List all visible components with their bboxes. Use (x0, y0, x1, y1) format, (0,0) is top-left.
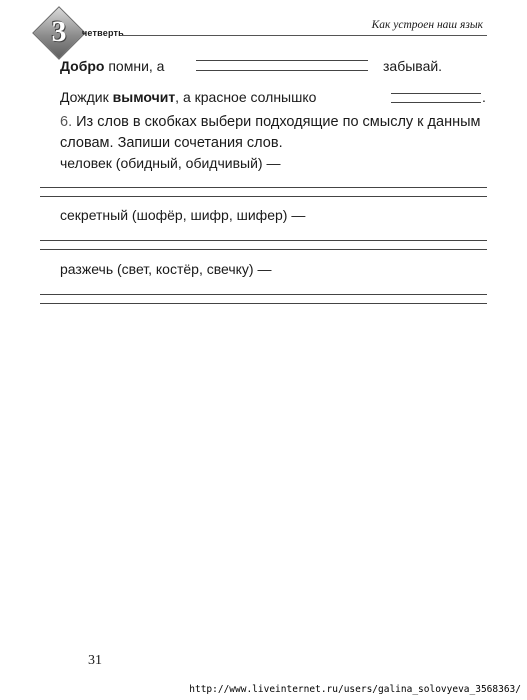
answer-line[interactable] (40, 240, 487, 241)
answer-line[interactable] (40, 294, 487, 295)
header-divider (120, 35, 487, 36)
topic-title: Как устроен наш язык (371, 19, 483, 31)
exercise-item-2: секретный (шофёр, шифр, шифер) — (60, 207, 306, 223)
answer-line[interactable] (196, 60, 368, 61)
answer-line[interactable] (196, 70, 368, 71)
quarter-label: четверть (82, 28, 124, 38)
answer-line[interactable] (40, 303, 487, 304)
task-instruction: Из слов в скобках выбери подходящие по смыслу к данным словам. Запиши сочетания слов. (60, 114, 481, 151)
proverb-1-rest: помни, а (108, 58, 165, 74)
proverb-2-after: . (482, 89, 486, 105)
proverb-2-bold: вымочит (112, 89, 176, 105)
answer-line[interactable] (391, 102, 481, 103)
quarter-number: 3 (51, 15, 67, 48)
answer-line[interactable] (391, 93, 481, 94)
answer-line[interactable] (40, 187, 487, 188)
answer-line[interactable] (40, 196, 487, 197)
page-number: 31 (88, 653, 102, 668)
exercise-item-1: человек (обидный, обидчивый) — (60, 155, 281, 171)
source-url: http://www.liveinternet.ru/users/galina_solovyeva_3568363/ (189, 684, 521, 695)
task-6 (60, 112, 488, 154)
proverb-2-plain: Дождик (60, 89, 109, 105)
proverb-1 (60, 58, 164, 74)
task-number: 6. (60, 114, 73, 130)
proverb-1-bold: Добро (60, 58, 105, 74)
proverb-2 (60, 89, 316, 105)
exercise-item-3: разжечь (свет, костёр, свечку) — (60, 261, 272, 277)
proverb-1-after: забывай. (383, 58, 443, 74)
answer-line[interactable] (40, 249, 487, 250)
proverb-2-rest: , а красное солнышко (175, 89, 317, 105)
